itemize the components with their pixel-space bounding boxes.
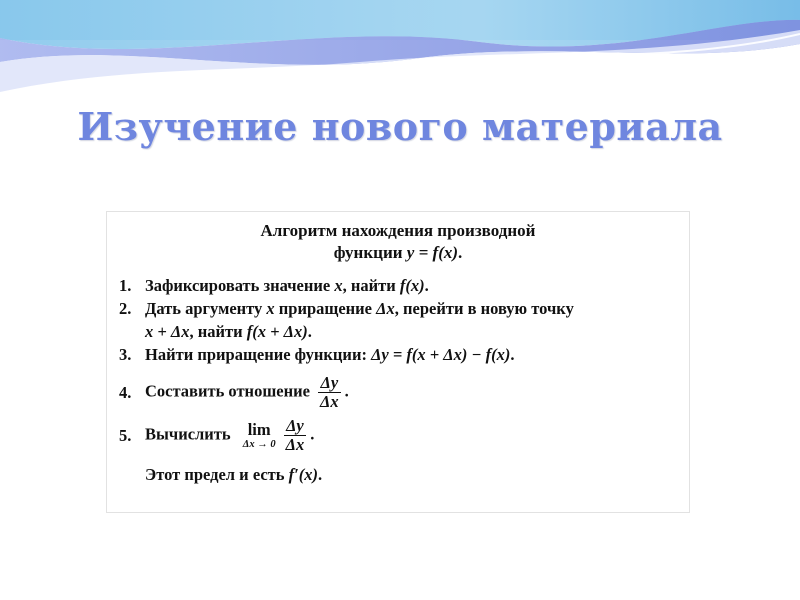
step-formula: f(x) bbox=[399, 276, 425, 295]
heading-formula: y = f(x) bbox=[406, 243, 459, 262]
step-end: . bbox=[307, 322, 312, 341]
step-text: Дать аргументу bbox=[145, 299, 267, 318]
step-text: , перейти в новую точку bbox=[394, 299, 574, 318]
step-formula: f(x + Δx) bbox=[246, 322, 308, 341]
step-formula: x bbox=[266, 299, 275, 318]
heading-line-1: Алгоритм нахождения производной bbox=[260, 221, 536, 240]
closing-end: . bbox=[318, 465, 323, 484]
step-formula: Δx bbox=[376, 299, 395, 318]
fraction-numerator: Δy bbox=[284, 417, 307, 436]
step-2 bbox=[107, 297, 689, 343]
decorative-wave-header bbox=[0, 0, 800, 110]
heading-line-2-end: . bbox=[458, 243, 463, 262]
step-text: , найти bbox=[189, 322, 247, 341]
fraction-denominator: Δx bbox=[320, 392, 339, 411]
limit-subscript: Δx → 0 bbox=[242, 438, 276, 450]
step-text: приращение bbox=[274, 299, 377, 318]
step-text: Составить отношение bbox=[145, 381, 315, 401]
step-formula: x bbox=[334, 276, 343, 295]
closing-text: Этот предел и есть bbox=[145, 465, 289, 484]
step-number: 4. bbox=[119, 383, 132, 402]
step-end: . bbox=[310, 424, 315, 444]
heading-line-2-text: функции bbox=[333, 243, 407, 262]
step-text: Найти приращение функции: bbox=[145, 345, 372, 364]
step-4 bbox=[107, 374, 689, 411]
limit-expression bbox=[243, 421, 276, 451]
step-end: . bbox=[510, 345, 515, 364]
heading-line-2 bbox=[107, 242, 689, 264]
limit-word: lim bbox=[247, 419, 271, 439]
step-text: Зафиксировать значение bbox=[145, 276, 335, 295]
step-number: 2. bbox=[119, 299, 132, 318]
step-number: 5. bbox=[119, 426, 132, 445]
closing-line bbox=[107, 464, 689, 486]
step-text: , найти bbox=[342, 276, 400, 295]
step-5 bbox=[107, 417, 689, 454]
step-end: . bbox=[424, 276, 429, 295]
page-title: Изучение нового материала bbox=[77, 104, 723, 149]
step-formula: Δy = f(x + Δx) − f(x) bbox=[371, 345, 511, 364]
step-formula: x + Δx bbox=[145, 322, 190, 341]
step-text: Вычислить bbox=[145, 424, 235, 444]
step-number: 3. bbox=[119, 345, 132, 364]
algorithm-heading bbox=[107, 220, 689, 264]
step-1 bbox=[107, 274, 689, 297]
fraction-dy-dx bbox=[318, 374, 341, 411]
closing-formula: f′(x) bbox=[288, 465, 318, 484]
fraction-numerator: Δy bbox=[318, 374, 341, 393]
step-number: 1. bbox=[119, 276, 132, 295]
algorithm-card bbox=[107, 212, 689, 512]
fraction-dy-dx bbox=[284, 417, 307, 454]
step-3 bbox=[107, 343, 689, 366]
step-end: . bbox=[344, 381, 349, 401]
algorithm-steps bbox=[107, 274, 689, 454]
fraction-denominator: Δx bbox=[285, 435, 305, 454]
